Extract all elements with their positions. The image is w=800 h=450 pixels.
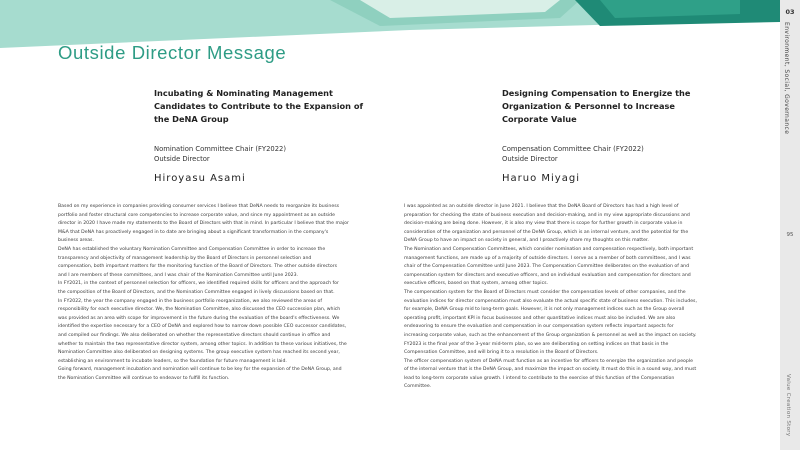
body-line: business areas.: [58, 238, 94, 244]
decorative-header-band: [0, 0, 780, 80]
body-line: I was appointed as an outside director in June 2021. I believe that the DeNA Board of Directors has had a high level of: [404, 204, 679, 209]
body-line: identified the expertise necessary for a CEO of DeNA and explored how to narrow down possible CEO successor candidates,: [58, 324, 347, 330]
left-message-body: [58, 203, 349, 383]
body-line: director in 2020 I have made my statements to the Board of Directors with that in mind. In particular I believe that the major: [58, 221, 349, 227]
body-line: responsibility for each executive director. We, the Nomination Committee, also discussed the CEO succession plan, which: [58, 307, 341, 313]
body-line: portfolio and foster structural core competencies to increase corporate value, and since my appointment as an outside: [58, 212, 335, 218]
body-line: operating profit, important KPI in focus businesses and other quantitative indices must also be included. We are also: [404, 315, 676, 321]
body-line: whether to maintain the two representative director system, among other topics. In addition to these various initiatives, the: [58, 341, 347, 347]
body-line: lead to long-term corporate value growth. I intend to contribute to the exercise of this function of the Compensation: [404, 375, 675, 381]
body-line: The compensation system for the Board of Directors must consider the compensation levels of other companies, and the: [404, 289, 686, 295]
left-director-name: Hiroyasu Asami: [154, 173, 246, 184]
right-headline-line: Corporate Value: [502, 114, 577, 124]
body-line: DeNA Group to have an impact on society in general, and I proactively share my thoughts on this matter.: [404, 238, 649, 244]
body-line: Compensation Committee, and will bring it to a resolution in the Board of Directors.: [404, 350, 599, 356]
body-line: and I are members of these committees, and I was chair of the Nomination Committee until June 2023.: [58, 272, 299, 278]
left-headline: [154, 87, 363, 126]
body-line: The Nomination and Compensation Committees, which consider nomination and compensation respectively, both important: [404, 246, 694, 252]
right-headline: [502, 87, 690, 126]
body-line: for example, DeNA Group mid to long-term goals. However, it is not only management indices such as the Group overall: [404, 307, 685, 313]
right-column-header: [502, 87, 690, 184]
side-label: Value Creation Story: [785, 373, 791, 436]
right-director-name: Haruo Miyagi: [502, 173, 580, 184]
body-line: preparation for checking the state of business execution and decision-making, and in my view appropriate discussions and: [404, 212, 690, 218]
body-line: establishing an environment to incubate leaders, so the foundation for future management is laid.: [58, 358, 287, 364]
body-line: Nomination Committee also deliberated on designing systems. The group executive system has reached its second year,: [58, 350, 340, 356]
body-line: In FY2021, in the context of personnel selection for officers, we identified required skills for officers and the approach for: [58, 281, 339, 287]
body-line: evaluation indices for director compensation must also evaluate the actual specific state of business execution. This includes,: [404, 298, 697, 304]
left-headline-line: Incubating & Nominating Management: [154, 88, 333, 98]
body-line: consideration of the organization and personnel of the DeNA Group, which is an internal venture, and the potential for the: [404, 229, 689, 235]
body-line: endeavoring to ensure the evaluation and compensation in our compensation system reflects important aspects for: [404, 324, 674, 330]
section-number: 03: [785, 8, 795, 16]
section-sidebar: [780, 0, 800, 450]
body-line: Committee.: [404, 384, 432, 390]
body-line: Going forward, management incubation and nomination will continue to be key for the expansion of the DeNA Group, and: [58, 367, 342, 373]
left-column-header: [154, 87, 363, 184]
right-role: [502, 144, 690, 164]
body-line: and compiled our findings. We also deliberated on whether the representative directors should continue in office and: [58, 332, 331, 338]
body-line: was provided as an area with scope for improvement in the future during the evaluation of the board's effectiveness. We: [58, 315, 340, 321]
body-line: M&A that DeNA has proactively engaged in to date are bringing about a significant transformation in the company's: [58, 229, 329, 235]
left-headline-line: the DeNA Group: [154, 114, 229, 124]
section-label: Environment, Social, Governance: [783, 22, 790, 135]
body-line: of the internal venture that is the DeNA Group, and maximize the impact on society. It must do this in a sound way, and must: [404, 367, 697, 373]
left-headline-line: Candidates to Contribute to the Expansion of: [154, 101, 364, 111]
body-line: executive officers, based on that system, among other topics.: [404, 281, 549, 287]
body-line: increasing corporate value, such as the enhancement of the Group organization & personnel as well as the impact on society.: [404, 332, 697, 338]
right-role-line: Compensation Committee Chair (FY2022): [502, 145, 644, 153]
body-line: management functions, are made up of a majority of outside directors. I serve as a member of both committees, and I was: [404, 255, 691, 261]
body-line: The officer compensation system of DeNA must function as an incentive for officers to energize the organization and people: [404, 358, 693, 364]
page-number: 95: [786, 232, 794, 238]
body-line: transparency and objectivity of management leadership by the Board of Directors in personnel selection and: [58, 255, 312, 261]
page-title: Outside Director Message: [58, 42, 287, 63]
body-line: compensation, both important matters for the monitoring function of the Board of Directors. The other outside directors: [58, 264, 338, 270]
left-role-line: Nomination Committee Chair (FY2022): [154, 145, 287, 153]
body-line: the composition of the Board of Directors, and the Nomination Committee engaged in lively discussions based on that.: [58, 289, 335, 295]
body-line: chair of the Compensation Committee until June 2023. The Compensation Committee deliberates on the evaluation of and: [404, 264, 690, 270]
right-headline-line: Organization & Personnel to Increase: [502, 101, 675, 111]
left-role-line: Outside Director: [154, 155, 210, 163]
body-line: decision-making are being done. However, it is also my view that there is scope for further growth in corporate value in: [404, 221, 683, 227]
right-message-body: [404, 203, 697, 392]
right-headline-line: Designing Compensation to Energize the: [502, 88, 691, 98]
right-role-line: Outside Director: [502, 155, 558, 163]
body-line: In FY2022, the year the company engaged in the business portfolio reorganization, we also reviewed the areas of: [58, 298, 322, 304]
body-line: DeNA has established the voluntary Nomination Committee and Compensation Committee in order to increase the: [58, 246, 326, 252]
body-line: the Nomination Committee will continue to endeavor to fulfill its function.: [58, 375, 230, 381]
body-line: Based on my experience in companies providing consumer services I believe that DeNA needs to reorganize its business: [58, 204, 340, 209]
body-line: compensation system for directors and executive officers, and on individual evaluation and compensation for directors and: [404, 272, 691, 278]
left-role: [154, 144, 363, 164]
body-line: FY2023 is the final year of the 3-year mid-term plan, so we are deliberating on setting indices on that basis in the: [404, 341, 669, 347]
